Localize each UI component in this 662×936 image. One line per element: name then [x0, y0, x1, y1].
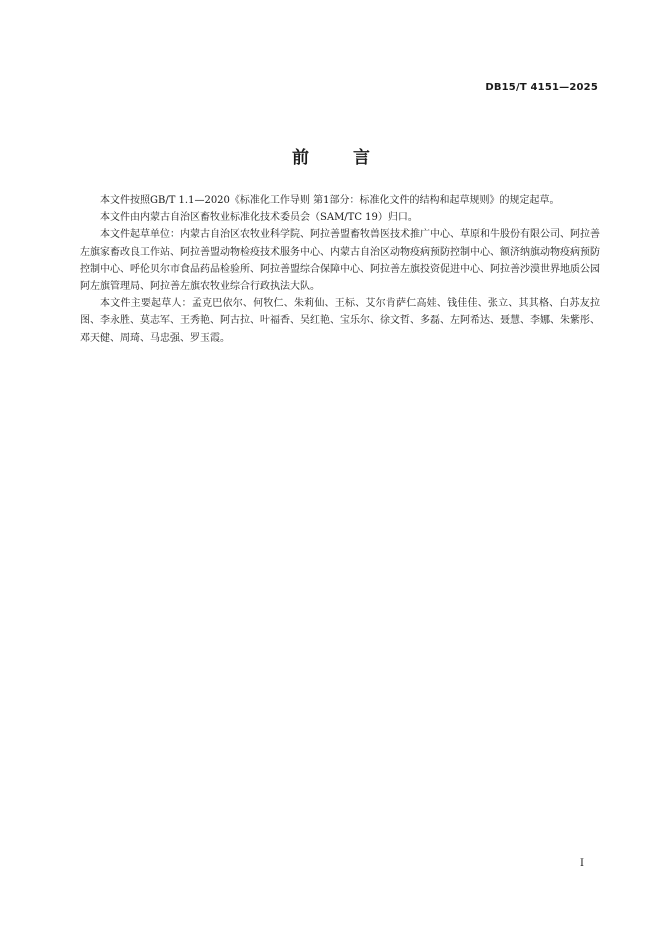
title-char-2: 言 — [353, 148, 370, 168]
paragraph-drafting-rules: 本文件按照GB/T 1.1—2020《标准化工作导则 第1部分：标准化文件的结构和起草规则》的规定起草。 — [100, 195, 560, 206]
title-char-1: 前 — [292, 148, 309, 168]
foreword-body — [80, 192, 600, 347]
document-code: DB15/T 4151—2025 — [485, 82, 598, 93]
paragraph-committee: 本文件由内蒙古自治区畜牧业标准化技术委员会（SAM/TC 19）归口。 — [100, 212, 418, 224]
page-title — [0, 143, 662, 168]
paragraph-drafters: 本文件主要起草人：孟克巴依尔、何牧仁、朱莉仙、王标、艾尔肯萨仁高娃、钱佳佳、张立、其其格、白苏友拉图、李永胜、莫志军、王秀艳、阿古拉、叶福香、吴红艳、宝乐尔、徐文哲、多磊、左阿希达、聂慧、李娜、朱紫彤、邓天健、周琦、马忠强、罗玉霞。 — [80, 298, 600, 344]
paragraph-drafting-units: 本文件起草单位：内蒙古自治区农牧业科学院、阿拉善盟畜牧兽医技术推广中心、草原和牛股份有限公司、阿拉善左旗家畜改良工作站、阿拉善盟动物检疫技术服务中心、内蒙古自治区动物疫病预防控制中心、额济纳旗动物疫病预防控制中心、呼伦贝尔市食品药品检验所、阿拉善盟综合保障中心、阿拉善左旗投资促进中心、阿拉善沙漠世界地质公园阿左旗管理局、阿拉善左旗农牧业综合行政执法大队。 — [80, 229, 600, 293]
page-number: I — [580, 858, 584, 869]
